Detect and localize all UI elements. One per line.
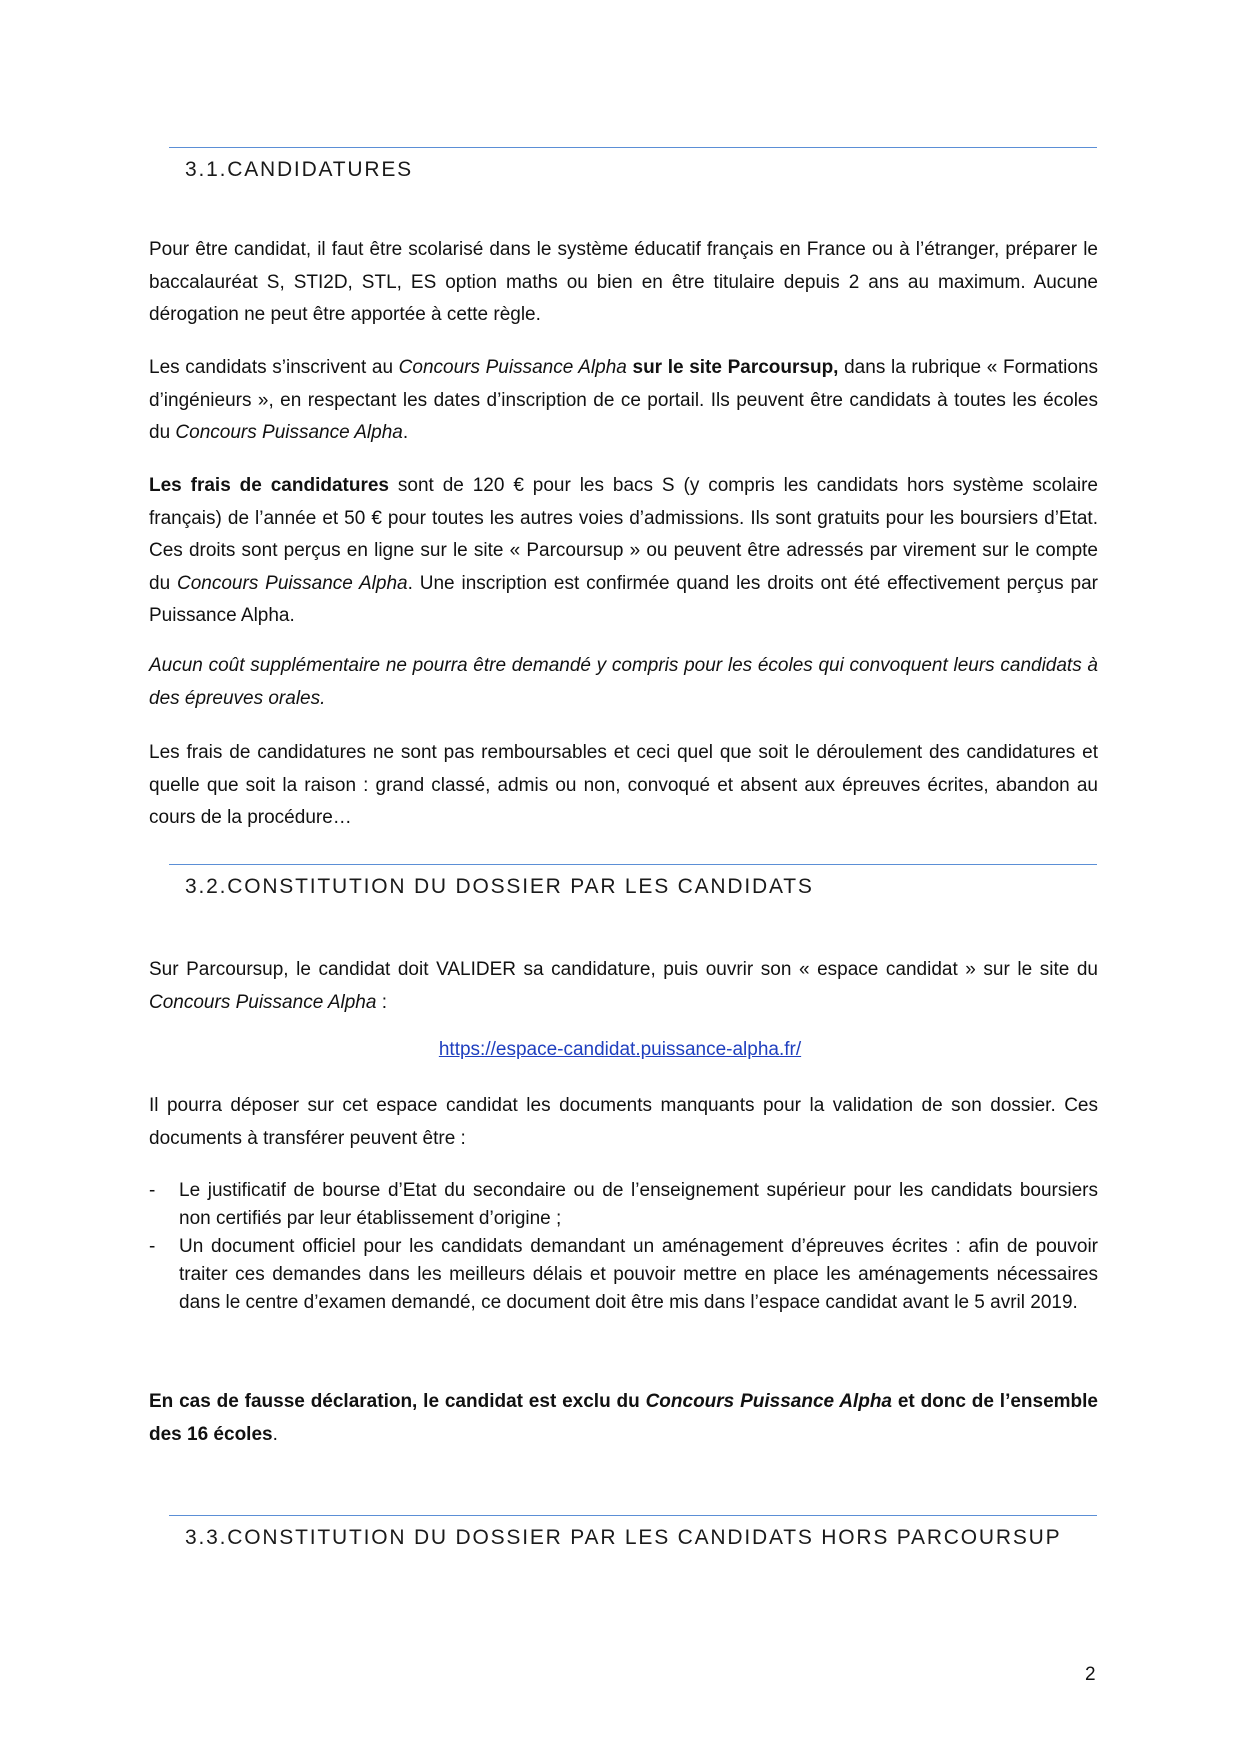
- list-item-text: Un document officiel pour les candidats demandant un aménagement d’épreuves écrites : afin de pouvoir traiter ces demandes dans les meilleurs délais et pouvoir mettre en place les aménagements nécessaires dans le centre d’examen demandé, ce document doit être mis dans l’espace candidat avant le 5 avril 2019.: [179, 1236, 1098, 1313]
- text-run: .: [402, 422, 409, 443]
- list-item: [149, 1233, 1098, 1317]
- list-item: [149, 1177, 1098, 1233]
- paragraph-validate: [149, 954, 1098, 1019]
- paragraph-registration: [149, 352, 1098, 450]
- text-run: . Une inscription est confirmée quand les droits ont été effectivement perçus par Puissance Alpha.: [149, 572, 1098, 626]
- paragraph-documents: Il pourra déposer sur cet espace candidat les documents manquants pour la validation de son dossier. Ces documents à transférer peuvent être :: [149, 1095, 1098, 1149]
- section-heading-3-1: 3.1.CANDIDATURES: [185, 158, 413, 181]
- bold-run: Les frais de candidatures: [149, 475, 389, 496]
- bold-run: sur le site Parcoursup,: [632, 357, 839, 378]
- italic-run: Concours Puissance Alpha: [175, 422, 403, 443]
- section-heading-3-3: 3.3.CONSTITUTION DU DOSSIER PAR LES CANDIDATS HORS PARCOURSUP: [185, 1526, 1062, 1549]
- link-container: [0, 1039, 1240, 1061]
- italic-run: Concours Puissance Alpha: [149, 991, 377, 1013]
- list-item-text: Le justificatif de bourse d’Etat du secondaire ou de l’enseignement supérieur pour les candidats boursiers non certifiés par leur établissement d’origine ;: [179, 1180, 1098, 1229]
- section-divider: [169, 1515, 1097, 1516]
- page-number: 2: [1085, 1664, 1096, 1685]
- paragraph-false-declaration: [149, 1386, 1098, 1451]
- text-run: dans la rubrique « Formations d’ingénieurs », en respectant les dates d’inscription de ce portail. Ils peuvent être candidats à toutes les écoles du: [149, 357, 1099, 443]
- italic-run: Concours Puissance Alpha: [177, 572, 408, 594]
- italic-run: Concours Puissance Alpha: [398, 357, 627, 378]
- list-dash: -: [149, 1180, 156, 1201]
- section-divider: [169, 147, 1097, 148]
- paragraph-no-extra-cost: Aucun coût supplémentaire ne pourra être demandé y compris pour les écoles qui convoquent leurs candidats à des épreuves orales.: [149, 655, 1098, 709]
- section-heading-3-2: 3.2.CONSTITUTION DU DOSSIER PAR LES CANDIDATS: [185, 875, 814, 898]
- text-run: .: [272, 1423, 278, 1445]
- paragraph-fees: [149, 470, 1098, 633]
- paragraph-non-refundable: Les frais de candidatures ne sont pas remboursables et ceci quel que soit le déroulement des candidatures et quelle que soit la raison : grand classé, admis ou non, convoqué et absent aux épreuves écrites, abandon au cours de la procédure…: [149, 742, 1098, 828]
- list-dash: -: [149, 1236, 156, 1257]
- paragraph-eligibility: Pour être candidat, il faut être scolarisé dans le système éducatif français en France ou à l’étranger, préparer le baccalauréat S, STI2D, STL, ES option maths ou bien en être titulaire depuis 2 ans au maximum. Aucune dérogation ne peut être apportée à cette règle.: [149, 239, 1098, 325]
- text-run: :: [376, 991, 387, 1013]
- text-run: Sur Parcoursup, le candidat doit VALIDER sa candidature, puis ouvrir son « espace candidat » sur le site du: [149, 959, 1098, 980]
- section-divider: [169, 864, 1097, 865]
- documents-list: [149, 1177, 1098, 1317]
- text-run: Les candidats s’inscrivent au: [149, 357, 399, 378]
- text-run: En cas de fausse déclaration, le candidat est exclu du: [149, 1391, 646, 1412]
- espace-candidat-link[interactable]: https://espace-candidat.puissance-alpha.fr/: [438, 1039, 802, 1060]
- italic-run: Concours Puissance Alpha: [645, 1391, 892, 1412]
- text-run: sont de 120 € pour les bacs S (y compris les candidats hors système scolaire français) de l’année et 50 € pour toutes les autres voies d’admissions. Ils sont gratuits pour les boursiers d’Etat. Ces droits sont perçus en ligne sur le site « Parcoursup » ou peuvent être adressés par virement sur le compte du: [149, 475, 1098, 594]
- text-run: et donc de l’ensemble des 16 écoles: [149, 1391, 1098, 1445]
